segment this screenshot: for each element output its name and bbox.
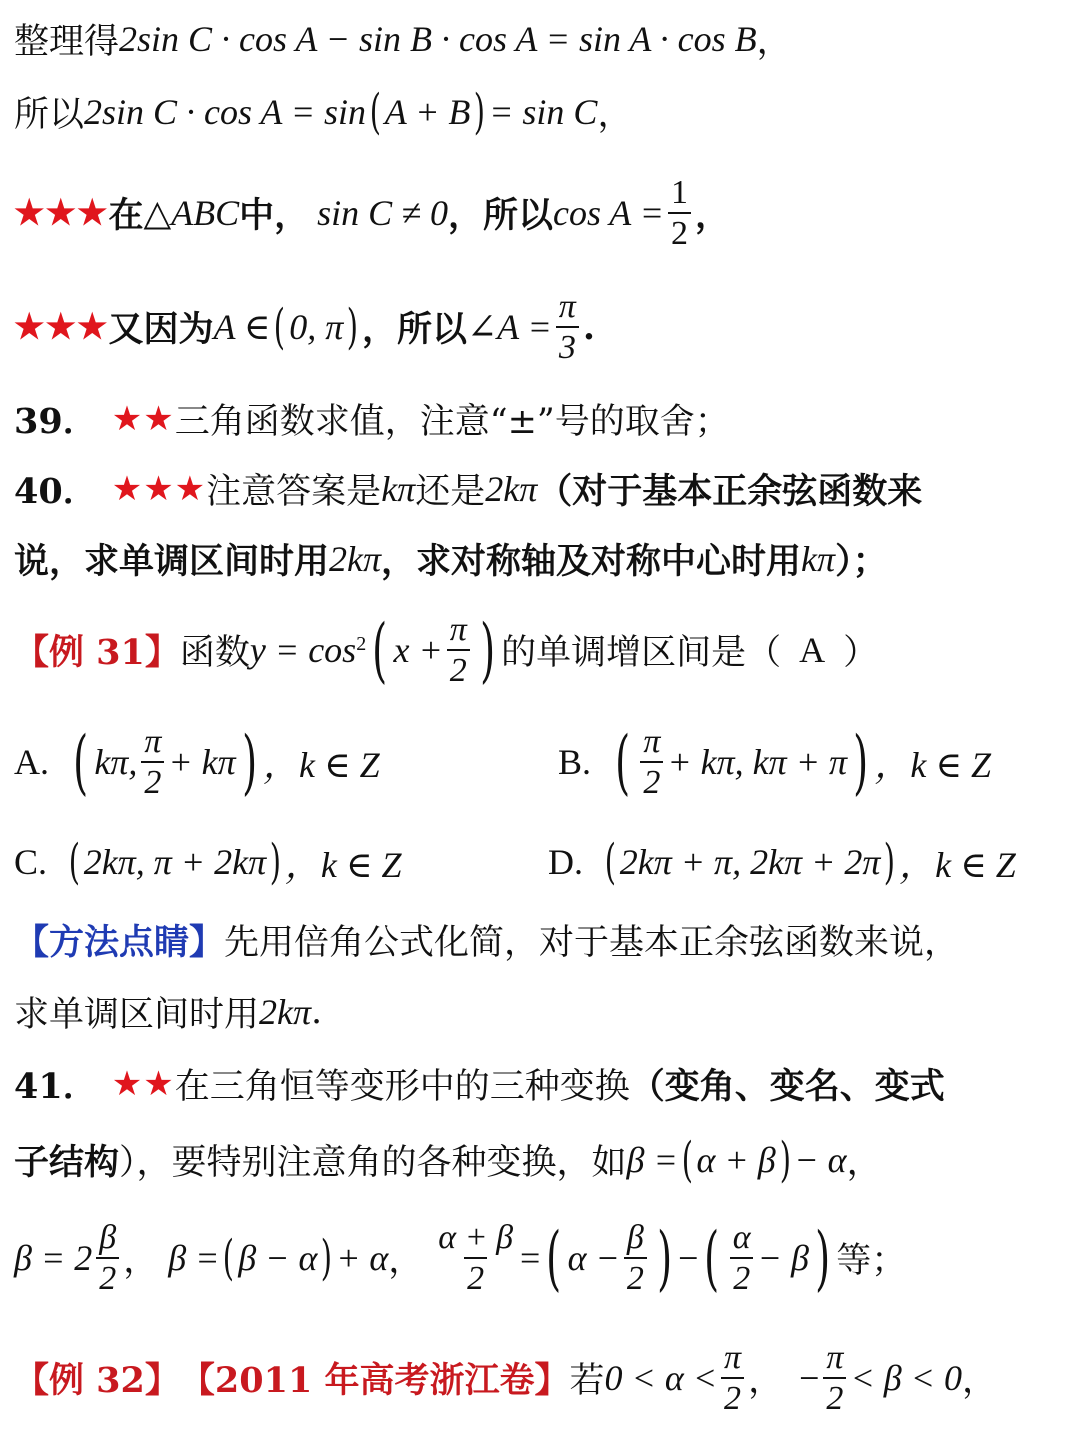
formula: β − α	[238, 1238, 318, 1278]
item-number: 41．	[14, 1066, 98, 1107]
formula: + kπ	[168, 742, 236, 782]
text: ）	[843, 633, 879, 673]
text: 在	[108, 195, 144, 236]
formula: 2sin C · cos A = sin	[84, 92, 367, 132]
denominator: 2	[721, 1377, 744, 1416]
denominator: 2	[464, 1257, 487, 1296]
formula: + kπ, kπ + π	[667, 742, 848, 782]
formula: < β < 0	[850, 1358, 962, 1398]
formula: − β	[757, 1238, 809, 1278]
numerator: β	[99, 1218, 117, 1256]
star-icon: ★★★	[14, 307, 109, 347]
denominator: 3	[556, 326, 579, 365]
punct: ，	[388, 1241, 424, 1281]
item-40-continued	[14, 532, 1072, 586]
denominator: 2	[141, 761, 164, 800]
text: （对于基本正余弦函数来	[537, 471, 923, 512]
paren-open: (	[704, 1217, 720, 1299]
paren-open: (	[73, 721, 89, 803]
paren-close: )	[884, 834, 896, 890]
punct: ，	[756, 22, 792, 62]
paren-open: (	[223, 1230, 235, 1286]
fraction	[640, 722, 663, 801]
text: 的单调增区间是（	[501, 633, 782, 673]
example-tag: 【例 32】	[14, 1360, 180, 1401]
formula: sin C ≠ 0	[317, 193, 448, 233]
paren-close: )	[815, 1217, 831, 1299]
punct: .	[311, 992, 323, 1032]
numerator: π	[558, 287, 576, 325]
denominator: 2	[447, 649, 470, 688]
formula: cos A =	[552, 193, 664, 233]
numerator: α + β	[438, 1218, 514, 1256]
example-31	[14, 600, 1072, 700]
paren-open: (	[681, 1132, 693, 1188]
punct: ，	[961, 1361, 997, 1401]
formula: α + β	[696, 1140, 776, 1180]
paren-open: (	[274, 299, 286, 355]
fraction	[435, 1218, 516, 1297]
punct: .	[582, 306, 596, 348]
paren-close: )	[479, 609, 495, 691]
text: 说，求单调区间时用	[14, 541, 330, 582]
text: 求单调区间时用	[14, 995, 260, 1035]
text: ，所以	[361, 309, 467, 350]
fraction	[556, 287, 579, 366]
formula: ，k ∈ Z	[874, 744, 991, 785]
text: ），要特别注意角的各种变换，如	[119, 1143, 627, 1183]
formula: = sin C	[489, 92, 598, 132]
punct: ，	[123, 1241, 159, 1281]
formula: − α	[794, 1140, 847, 1180]
numerator: π	[826, 1338, 844, 1376]
numerator: π	[144, 722, 162, 760]
formula: β =	[626, 1140, 678, 1180]
formula: ∠A =	[467, 307, 552, 347]
fraction	[721, 1338, 744, 1417]
text: 又因为	[108, 309, 214, 350]
item-number: 40．	[14, 471, 98, 512]
numerator: π	[724, 1338, 742, 1376]
paren-open: (	[615, 721, 631, 803]
option-label: C.	[14, 842, 48, 882]
method-tag: 【方法点睛】	[14, 922, 225, 963]
formula: ，k ∈ Z	[263, 744, 380, 785]
formula: kπ	[801, 539, 836, 579]
line-derivation-1	[14, 14, 1072, 64]
option-label: B.	[558, 742, 592, 782]
paren-open: (	[68, 834, 81, 890]
fraction	[447, 610, 470, 689]
option-b	[558, 712, 991, 812]
item-41	[14, 1056, 1072, 1112]
text: ）；	[835, 541, 888, 582]
text: 三角函数求值，注意“±”号的取舍；	[174, 402, 730, 442]
text: 等；	[836, 1241, 907, 1281]
method-tip-continued	[14, 984, 1072, 1040]
paren-close: )	[779, 1132, 791, 1188]
item-41-continued	[14, 1130, 1072, 1190]
formula: 2kπ + π, 2kπ + 2π	[619, 842, 881, 882]
item-41-formulas	[14, 1206, 1072, 1310]
paren-close: )	[269, 834, 282, 890]
item-39	[14, 392, 1072, 446]
formula: β =	[168, 1238, 220, 1278]
formula: 2kπ	[259, 992, 312, 1032]
formula: ，k ∈ Z	[284, 844, 402, 885]
text: （变角、变名、变式	[629, 1066, 945, 1107]
fraction	[730, 1218, 754, 1297]
text: 子结构	[14, 1142, 120, 1183]
option-label: D.	[548, 842, 583, 882]
text-lead: 所以	[14, 95, 85, 135]
formula: 0 < α <	[604, 1358, 718, 1398]
source-tag: 【2011 年高考浙江卷】	[179, 1360, 570, 1401]
star-icon: ★★	[111, 1064, 175, 1104]
formula: −	[799, 1358, 820, 1398]
denominator: 2	[823, 1377, 846, 1416]
paren-close: )	[321, 1230, 333, 1286]
fraction	[823, 1338, 846, 1417]
denominator: 2	[640, 761, 663, 800]
formula: 0, π	[289, 307, 344, 347]
star-icon: ★★★	[111, 469, 207, 509]
punct: ，	[597, 95, 633, 135]
formula: x +	[393, 630, 443, 670]
method-tip	[14, 912, 1072, 968]
fraction	[96, 1218, 119, 1297]
text: 中，	[239, 195, 310, 236]
text: 先用倍角公式化简，对于基本正余弦函数来说，	[224, 923, 960, 963]
formula: A + B	[384, 92, 471, 132]
denominator: 2	[624, 1257, 647, 1296]
star-icon: ★★★	[14, 193, 109, 233]
paren-close: )	[241, 721, 257, 803]
star-icon: ★★	[111, 399, 175, 439]
denominator: 2	[668, 212, 691, 251]
option-d	[548, 834, 1016, 890]
punct: ，	[694, 195, 730, 236]
numerator: π	[449, 610, 467, 648]
paren-close: )	[657, 1217, 673, 1299]
text: 若	[569, 1361, 605, 1401]
minus: −	[678, 1238, 699, 1278]
denominator: 2	[730, 1257, 753, 1296]
numerator: 1	[670, 173, 688, 211]
formula: y = cos	[249, 630, 357, 670]
formula: kπ	[381, 469, 416, 509]
punct: ，	[748, 1361, 784, 1401]
paren-open: (	[372, 609, 388, 691]
fraction	[668, 173, 691, 252]
option-a	[14, 712, 380, 812]
paren-open: (	[546, 1217, 562, 1299]
paren-close: )	[853, 721, 869, 803]
text: 函数	[179, 633, 250, 673]
line-derivation-4	[14, 282, 1072, 372]
paren-close: )	[346, 299, 359, 355]
option-label: A.	[14, 742, 49, 782]
numerator: β	[626, 1218, 644, 1256]
formula: 2kπ	[329, 539, 382, 579]
formula: ，k ∈ Z	[899, 844, 1016, 885]
formula: 2kπ, π + 2kπ	[83, 842, 267, 882]
answer: A	[799, 630, 826, 670]
fraction	[624, 1218, 647, 1297]
example-32	[14, 1330, 1072, 1426]
formula: 2sin C · cos A − sin B · cos A = sin A · cos B	[119, 19, 757, 59]
formula: + α	[336, 1238, 389, 1278]
line-derivation-2	[14, 82, 1072, 142]
example-tag: 【例 31】	[14, 632, 180, 673]
text: 在三角恒等变形中的三种变换	[174, 1067, 630, 1107]
line-derivation-3	[14, 168, 1072, 258]
denominator: 2	[96, 1257, 119, 1296]
superscript: 2	[356, 632, 367, 655]
formula: α −	[567, 1238, 620, 1278]
paren-open: (	[369, 84, 382, 140]
formula: A ∈	[213, 307, 271, 347]
text: 注意答案是	[206, 472, 382, 512]
fraction	[141, 722, 164, 801]
formula: kπ,	[94, 742, 138, 782]
item-number: 39．	[14, 401, 98, 442]
numerator: α	[732, 1218, 751, 1256]
text: 还是	[415, 472, 486, 512]
text: ，求对称轴及对称中心时用	[381, 541, 802, 582]
item-40	[14, 462, 1072, 516]
numerator: π	[643, 722, 661, 760]
paren-close: )	[474, 84, 486, 140]
text-lead: 整理得	[14, 22, 120, 62]
punct: ，	[846, 1143, 882, 1183]
formula: 2kπ	[485, 469, 538, 509]
formula: β = 2	[14, 1238, 93, 1278]
option-c	[14, 834, 402, 890]
text: ，所以	[447, 195, 553, 236]
equals: =	[520, 1238, 541, 1278]
paren-open: (	[604, 834, 616, 890]
formula: △ABC	[143, 193, 240, 233]
